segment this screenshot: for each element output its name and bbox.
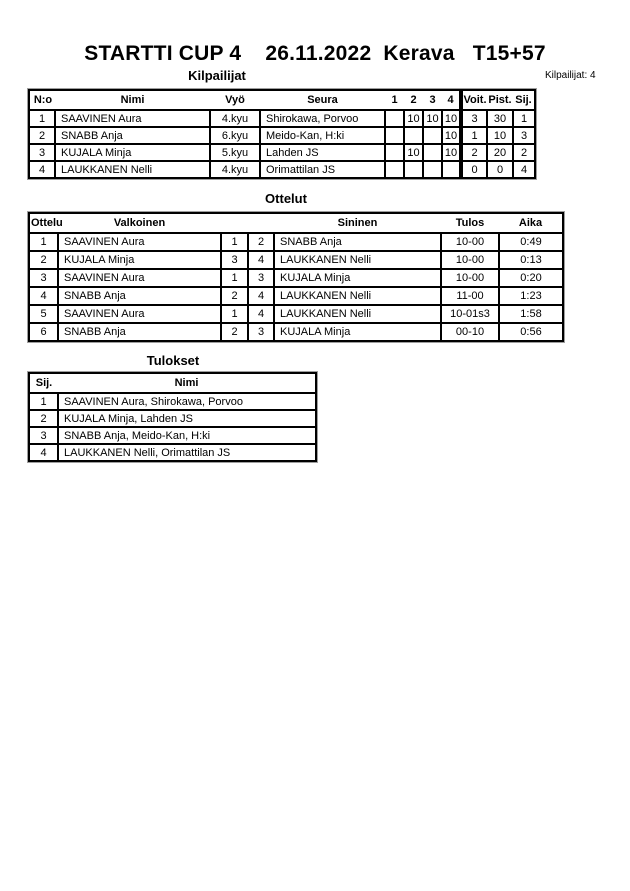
cell-points: 10 xyxy=(487,127,513,144)
cell-score-3 xyxy=(423,161,442,178)
cell-score-2: 10 xyxy=(404,144,423,161)
cell-score-4: 10 xyxy=(442,127,461,144)
cell-time: 0:56 xyxy=(499,323,563,341)
cell-white-name: SAAVINEN Aura xyxy=(58,269,221,287)
page-title: STARTTI CUP 4 26.11.2022 Kerava T15+57 xyxy=(84,42,546,65)
cell-white-no: 1 xyxy=(221,269,248,287)
cell-place: 2 xyxy=(29,410,58,427)
cell-score-2 xyxy=(404,161,423,178)
matches-section-title: Ottelut xyxy=(265,191,307,206)
cell-belt: 4.kyu xyxy=(210,110,260,127)
header-white: Valkoinen xyxy=(113,217,166,229)
header-place: Sij. xyxy=(35,377,53,389)
cell-score-2: 10 xyxy=(404,110,423,127)
cell-blue-name: LAUKKANEN Nelli xyxy=(274,251,441,269)
cell-belt: 4.kyu xyxy=(210,161,260,178)
cell-time: 0:20 xyxy=(499,269,563,287)
cell-club: Meido-Kan, H:ki xyxy=(260,127,385,144)
table-row xyxy=(29,427,316,444)
cell-place: 3 xyxy=(29,427,58,444)
table-row xyxy=(29,144,535,161)
header-place: Sij. xyxy=(515,94,532,106)
table-row xyxy=(29,233,563,251)
header-club: Seura xyxy=(307,94,338,106)
cell-name-club: LAUKKANEN Nelli, Orimattilan JS xyxy=(58,444,316,461)
table-row xyxy=(29,110,535,127)
table-row xyxy=(29,444,316,461)
cell-name: LAUKKANEN Nelli xyxy=(55,161,210,178)
cell-place: 3 xyxy=(513,127,535,144)
cell-name: KUJALA Minja xyxy=(55,144,210,161)
header-opponent-4: 4 xyxy=(447,94,454,106)
header-belt: Vyö xyxy=(225,94,245,106)
cell-time: 0:49 xyxy=(499,233,563,251)
cell-score-1 xyxy=(385,127,404,144)
matches-table xyxy=(28,212,564,342)
header-blue: Sininen xyxy=(337,217,378,229)
cell-no: 3 xyxy=(29,144,55,161)
cell-belt: 5.kyu xyxy=(210,144,260,161)
cell-name: SAAVINEN Aura xyxy=(55,110,210,127)
cell-wins: 1 xyxy=(461,127,487,144)
competitors-section-title: Kilpailijat xyxy=(188,68,246,83)
cell-belt: 6.kyu xyxy=(210,127,260,144)
header-match-no: Ottelu xyxy=(31,217,63,229)
cell-no: 1 xyxy=(29,110,55,127)
cell-score-4: 10 xyxy=(442,110,461,127)
header-name: Nimi xyxy=(120,94,145,106)
cell-white-no: 2 xyxy=(221,287,248,305)
cell-blue-name: LAUKKANEN Nelli xyxy=(274,287,441,305)
table-row xyxy=(29,251,563,269)
cell-blue-no: 3 xyxy=(248,269,274,287)
table-header-row xyxy=(29,90,535,110)
cell-blue-no: 3 xyxy=(248,323,274,341)
cell-match-no: 2 xyxy=(29,251,58,269)
table-row xyxy=(29,305,563,323)
cell-blue-name: KUJALA Minja xyxy=(274,323,441,341)
cell-place: 4 xyxy=(513,161,535,178)
cell-white-no: 1 xyxy=(221,233,248,251)
cell-time: 0:13 xyxy=(499,251,563,269)
cell-blue-name: KUJALA Minja xyxy=(274,269,441,287)
table-row xyxy=(29,323,563,341)
cell-blue-no: 2 xyxy=(248,233,274,251)
cell-result: 11-00 xyxy=(441,287,499,305)
cell-blue-no: 4 xyxy=(248,305,274,323)
cell-score-3 xyxy=(423,127,442,144)
cell-no: 2 xyxy=(29,127,55,144)
header-opponent-1: 1 xyxy=(391,94,398,106)
cell-match-no: 6 xyxy=(29,323,58,341)
cell-white-name: SNABB Anja xyxy=(58,323,221,341)
header-time: Aika xyxy=(518,217,543,229)
cell-result: 10-00 xyxy=(441,269,499,287)
header-opponent-3: 3 xyxy=(429,94,436,106)
cell-wins: 0 xyxy=(461,161,487,178)
table-row xyxy=(29,393,316,410)
cell-name-club: SAAVINEN Aura, Shirokawa, Porvoo xyxy=(58,393,316,410)
results-table xyxy=(28,372,317,462)
cell-score-3: 10 xyxy=(423,110,442,127)
cell-score-1 xyxy=(385,161,404,178)
cell-wins: 3 xyxy=(461,110,487,127)
table-row xyxy=(29,269,563,287)
cell-place: 2 xyxy=(513,144,535,161)
cell-result: 00-10 xyxy=(441,323,499,341)
cell-white-name: KUJALA Minja xyxy=(58,251,221,269)
cell-score-3 xyxy=(423,144,442,161)
cell-club: Orimattilan JS xyxy=(260,161,385,178)
cell-no: 4 xyxy=(29,161,55,178)
cell-match-no: 4 xyxy=(29,287,58,305)
cell-score-2 xyxy=(404,127,423,144)
table-header-row xyxy=(29,213,563,233)
cell-match-no: 3 xyxy=(29,269,58,287)
cell-white-no: 2 xyxy=(221,323,248,341)
header-blue-no xyxy=(248,213,274,233)
cell-white-no: 1 xyxy=(221,305,248,323)
cell-points: 30 xyxy=(487,110,513,127)
cell-name: SNABB Anja xyxy=(55,127,210,144)
cell-result: 10-00 xyxy=(441,251,499,269)
cell-blue-name: SNABB Anja xyxy=(274,233,441,251)
cell-blue-no: 4 xyxy=(248,287,274,305)
cell-name-club: SNABB Anja, Meido-Kan, H:ki xyxy=(58,427,316,444)
table-row xyxy=(29,287,563,305)
table-row xyxy=(29,161,535,178)
competitors-table xyxy=(28,89,536,179)
cell-time: 1:23 xyxy=(499,287,563,305)
header-wins: Voit. xyxy=(461,90,487,110)
header-no: N:o xyxy=(33,94,53,106)
cell-white-name: SAAVINEN Aura xyxy=(58,233,221,251)
cell-club: Shirokawa, Porvoo xyxy=(260,110,385,127)
cell-score-1 xyxy=(385,144,404,161)
cell-name-club: KUJALA Minja, Lahden JS xyxy=(58,410,316,427)
cell-score-4 xyxy=(442,161,461,178)
header-points: Pist. xyxy=(488,94,512,106)
table-row xyxy=(29,410,316,427)
cell-result: 10-00 xyxy=(441,233,499,251)
cell-result: 10-01s3 xyxy=(441,305,499,323)
cell-blue-name: LAUKKANEN Nelli xyxy=(274,305,441,323)
cell-place: 1 xyxy=(513,110,535,127)
cell-wins: 2 xyxy=(461,144,487,161)
cell-place: 4 xyxy=(29,444,58,461)
cell-time: 1:58 xyxy=(499,305,563,323)
cell-match-no: 5 xyxy=(29,305,58,323)
header-name: Nimi xyxy=(174,377,199,389)
header-opponent-2: 2 xyxy=(410,94,417,106)
table-header-row xyxy=(29,373,316,393)
cell-blue-no: 4 xyxy=(248,251,274,269)
cell-white-name: SAAVINEN Aura xyxy=(58,305,221,323)
cell-points: 20 xyxy=(487,144,513,161)
cell-place: 1 xyxy=(29,393,58,410)
results-section-title: Tulokset xyxy=(146,353,200,368)
competitors-count: Kilpailijat: 4 xyxy=(545,70,596,81)
cell-club: Lahden JS xyxy=(260,144,385,161)
cell-white-no: 3 xyxy=(221,251,248,269)
cell-white-name: SNABB Anja xyxy=(58,287,221,305)
cell-score-4: 10 xyxy=(442,144,461,161)
cell-score-1 xyxy=(385,110,404,127)
header-result: Tulos xyxy=(455,217,485,229)
header-white-no xyxy=(221,213,248,233)
table-row xyxy=(29,127,535,144)
cell-match-no: 1 xyxy=(29,233,58,251)
cell-points: 0 xyxy=(487,161,513,178)
